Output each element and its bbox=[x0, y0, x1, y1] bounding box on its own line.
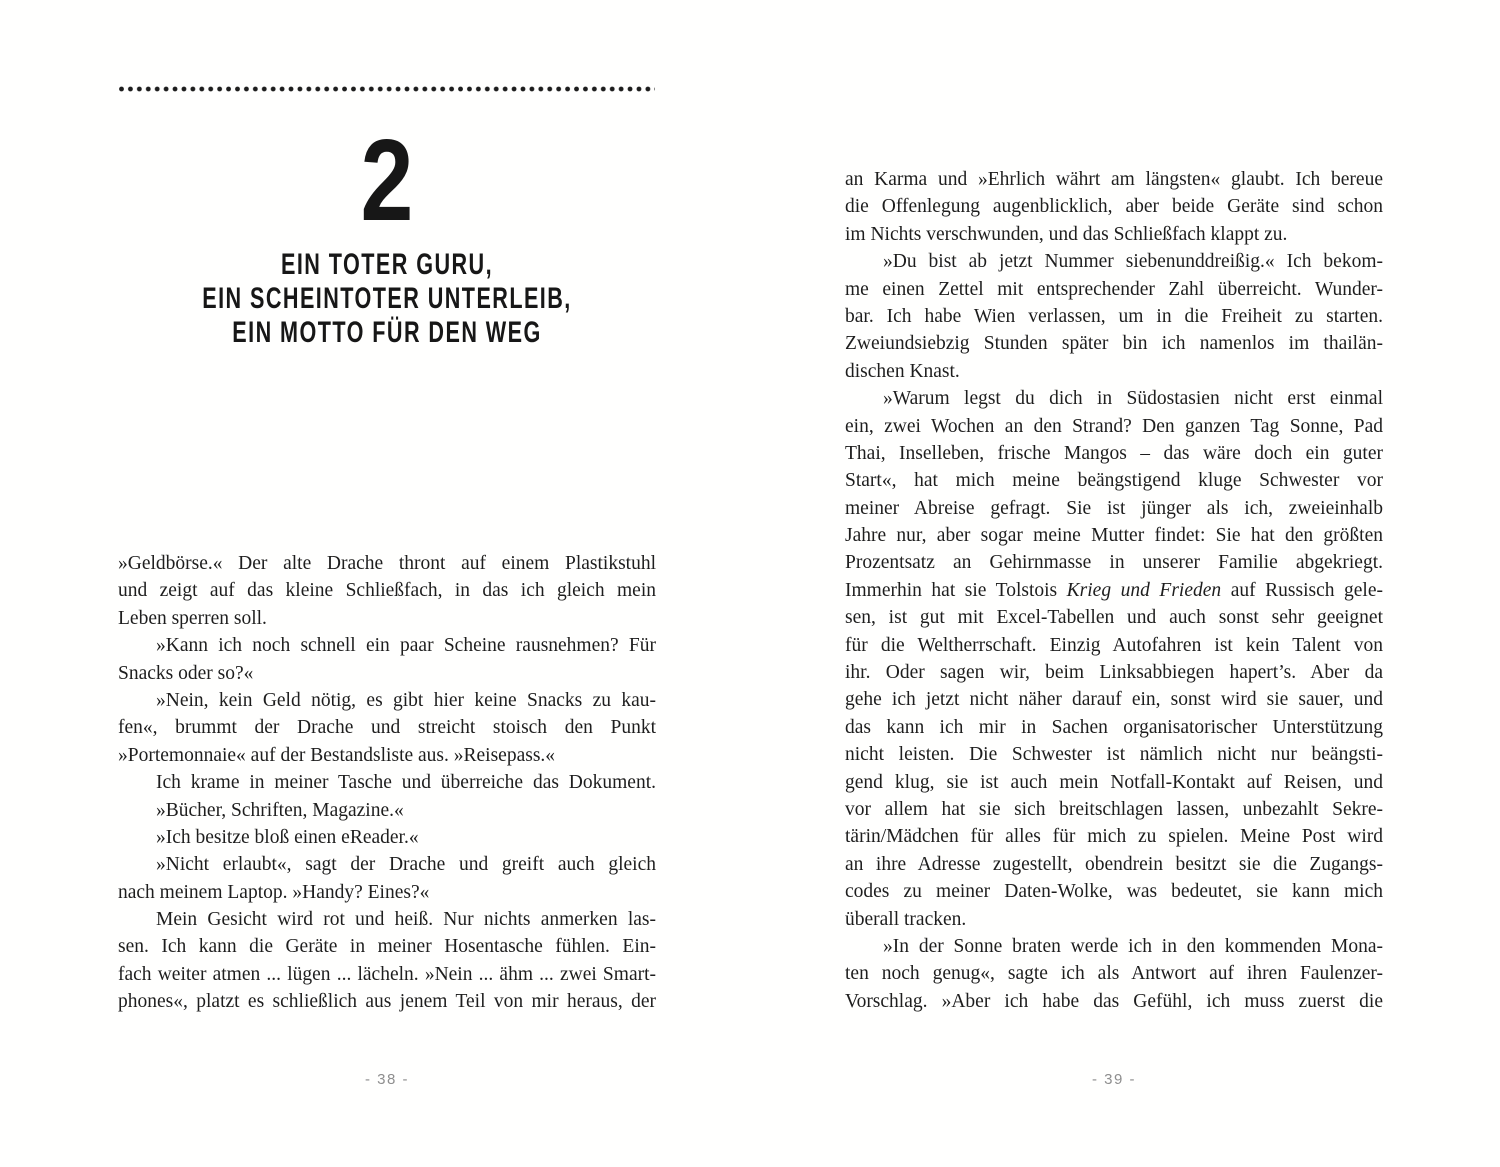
text-segment: das kann ich mir in Sachen organisatorischer Unterstützung bbox=[845, 716, 1383, 738]
text-segment: ten noch genug«, sagte ich als Antwort auf ihren Faulenzer- bbox=[845, 963, 1383, 985]
text-segment: »Kann ich noch schnell ein paar Scheine rausnehmen? Für bbox=[156, 635, 656, 657]
body-line bbox=[118, 577, 656, 604]
text-segment: tärin/Mädchen für alles für mich zu spielen. Meine Post wird bbox=[845, 826, 1383, 848]
text-segment: sen, ist gut mit Excel-Tabellen und auch sonst sehr geeignet bbox=[845, 607, 1383, 629]
text-segment: und zeigt auf das kleine Schließfach, in das ich gleich mein bbox=[118, 580, 656, 602]
body-line bbox=[845, 276, 1383, 303]
right-page-body bbox=[845, 166, 1383, 1015]
text-segment: ihr. Oder sagen wir, beim Linksabbiegen hapert’s. Aber da bbox=[845, 662, 1383, 684]
body-line bbox=[118, 824, 656, 851]
body-line bbox=[118, 933, 656, 960]
body-line bbox=[845, 166, 1383, 193]
text-segment: an ihre Adresse zugestellt, obendrein besitzt sie die Zugangs- bbox=[845, 853, 1383, 875]
text-segment: die Offenlegung augenblicklich, aber beide Geräte sind schon bbox=[845, 196, 1383, 218]
text-segment: fen«, brummt der Drache und streicht stoisch den Punkt bbox=[118, 717, 656, 739]
body-line bbox=[118, 988, 656, 1015]
body-line bbox=[845, 549, 1383, 576]
italic-book-title: Krieg und Frieden bbox=[1066, 579, 1222, 601]
body-line bbox=[845, 878, 1383, 905]
chapter-title-line-2: EIN SCHEINTOTER UNTERLEIB, bbox=[202, 282, 572, 315]
body-line bbox=[845, 686, 1383, 713]
page-number-left: - 38 - bbox=[364, 1071, 409, 1088]
body-line bbox=[118, 906, 656, 933]
text-segment: »Nein, kein Geld nötig, es gibt hier keine Snacks zu kau- bbox=[156, 689, 656, 711]
text-segment: für die Weltherrschaft. Einzig Autofahren ist kein Talent von bbox=[845, 634, 1383, 656]
body-line bbox=[845, 823, 1383, 850]
body-line bbox=[118, 714, 656, 741]
body-line bbox=[845, 906, 1383, 933]
body-line bbox=[845, 221, 1383, 248]
text-segment: ein, zwei Wochen an den Strand? Den ganzen Tag Sonne, Pad bbox=[845, 415, 1383, 437]
body-line bbox=[845, 467, 1383, 494]
body-line bbox=[118, 742, 656, 769]
page-number-right: - 39 - bbox=[1091, 1071, 1136, 1088]
text-segment: gend klug, sie ist auch mein Notfall-Kontakt auf Reisen, und bbox=[845, 771, 1383, 793]
body-line bbox=[845, 440, 1383, 467]
body-line bbox=[118, 797, 656, 824]
text-segment: phones«, platzt es schließlich aus jenem Teil von mir heraus, der bbox=[118, 991, 656, 1013]
body-line bbox=[118, 879, 656, 906]
text-segment: »Portemonnaie« auf der Bestandsliste aus. »Reisepass.« bbox=[118, 744, 556, 766]
body-line bbox=[118, 550, 656, 577]
body-line bbox=[118, 605, 656, 632]
body-line bbox=[845, 413, 1383, 440]
chapter-title-line-3: EIN MOTTO FÜR DEN WEG bbox=[232, 316, 542, 349]
body-line bbox=[845, 796, 1383, 823]
text-segment: Start«, hat mich meine beängstigend kluge Schwester vor bbox=[845, 470, 1383, 492]
text-segment: Immerhin hat sie Tolstois bbox=[845, 579, 1067, 601]
body-line bbox=[845, 632, 1383, 659]
body-line bbox=[118, 769, 656, 796]
text-segment: me einen Zettel mit entsprechender Zahl überreicht. Wunder- bbox=[845, 278, 1383, 300]
body-line bbox=[845, 303, 1383, 330]
text-segment: nicht leisten. Die Schwester ist nämlich nicht nur beängsti- bbox=[845, 744, 1383, 766]
page-right bbox=[845, 0, 1383, 1167]
text-segment: Ich krame in meiner Tasche und überreiche das Dokument. bbox=[156, 772, 656, 794]
text-segment: nach meinem Laptop. »Handy? Eines?« bbox=[118, 881, 430, 903]
text-segment: auf Russisch gele- bbox=[1221, 579, 1383, 601]
body-line bbox=[845, 248, 1383, 275]
text-segment: Prozentsatz an Gehirnmasse in unserer Familie abgekriegt. bbox=[845, 552, 1383, 574]
text-segment: dischen Knast. bbox=[845, 360, 960, 382]
text-segment: Mein Gesicht wird rot und heiß. Nur nichts anmerken las- bbox=[156, 909, 656, 931]
body-line bbox=[845, 385, 1383, 412]
page-left bbox=[118, 0, 656, 1167]
text-segment: codes zu meiner Daten-Wolke, was bedeutet, sie kann mich bbox=[845, 881, 1383, 903]
chapter-title bbox=[118, 248, 656, 350]
body-line bbox=[845, 933, 1383, 960]
body-line bbox=[845, 659, 1383, 686]
body-line bbox=[845, 577, 1383, 604]
text-segment: Thai, Inselleben, frische Mangos – das wäre doch ein guter bbox=[845, 442, 1383, 464]
body-line bbox=[845, 522, 1383, 549]
text-segment: bar. Ich habe Wien verlassen, um in die Freiheit zu starten. bbox=[845, 305, 1383, 327]
body-line bbox=[118, 660, 656, 687]
chapter-title-line-1: EIN TOTER GURU, bbox=[280, 248, 494, 281]
dotted-divider bbox=[119, 86, 655, 92]
text-segment: im Nichts verschwunden, und das Schließfach klappt zu. bbox=[845, 223, 1288, 245]
text-segment: gehe ich jetzt nicht näher darauf ein, sonst wird sie sauer, und bbox=[845, 689, 1383, 711]
text-segment: »Du bist ab jetzt Nummer siebenunddreißig.« Ich bekom- bbox=[883, 251, 1383, 273]
text-segment: fach weiter atmen ... lügen ... lächeln. »Nein ... ähm ... zwei Smart- bbox=[118, 963, 656, 985]
text-segment: überall tracken. bbox=[845, 908, 967, 930]
text-segment: »In der Sonne braten werde ich in den kommenden Mona- bbox=[883, 935, 1383, 957]
body-line bbox=[845, 769, 1383, 796]
text-segment: Jahre nur, aber sogar meine Mutter findet: Sie hat den größten bbox=[845, 525, 1383, 547]
text-segment: Zweiundsiebzig Stunden später bin ich namenlos im thailän- bbox=[845, 333, 1383, 355]
text-segment: vor allem hat sie sich breitschlagen lassen, unbezahlt Sekre- bbox=[845, 798, 1383, 820]
body-line bbox=[845, 988, 1383, 1015]
body-line bbox=[118, 632, 656, 659]
body-line bbox=[845, 358, 1383, 385]
text-segment: Leben sperren soll. bbox=[118, 607, 267, 629]
text-segment: an Karma und »Ehrlich währt am längsten« glaubt. Ich bereue bbox=[845, 169, 1383, 190]
body-line bbox=[845, 851, 1383, 878]
body-line bbox=[845, 330, 1383, 357]
text-segment: meiner Abreise gefragt. Sie ist jünger als ich, zweieinhalb bbox=[845, 497, 1383, 519]
text-segment: Snacks oder so?« bbox=[118, 662, 254, 684]
text-segment: »Warum legst du dich in Südostasien nicht erst einmal bbox=[883, 388, 1383, 410]
body-line bbox=[845, 714, 1383, 741]
text-segment: »Bücher, Schriften, Magazine.« bbox=[156, 799, 404, 821]
left-page-body bbox=[118, 550, 656, 1016]
body-line bbox=[845, 604, 1383, 631]
text-segment: »Ich besitze bloß einen eReader.« bbox=[156, 826, 419, 848]
body-line bbox=[845, 960, 1383, 987]
body-line bbox=[845, 495, 1383, 522]
body-line bbox=[845, 741, 1383, 768]
body-line bbox=[118, 687, 656, 714]
body-line bbox=[845, 193, 1383, 220]
chapter-number: 2 bbox=[360, 115, 414, 245]
body-line bbox=[118, 961, 656, 988]
text-segment: »Geldbörse.« Der alte Drache thront auf einem Plastikstuhl bbox=[118, 553, 656, 574]
text-segment: Vorschlag. »Aber ich habe das Gefühl, ich muss zuerst die bbox=[845, 990, 1383, 1012]
text-segment: »Nicht erlaubt«, sagt der Drache und greift auch gleich bbox=[156, 854, 656, 876]
body-line bbox=[118, 851, 656, 878]
text-segment: sen. Ich kann die Geräte in meiner Hosentasche fühlen. Ein- bbox=[118, 936, 656, 958]
